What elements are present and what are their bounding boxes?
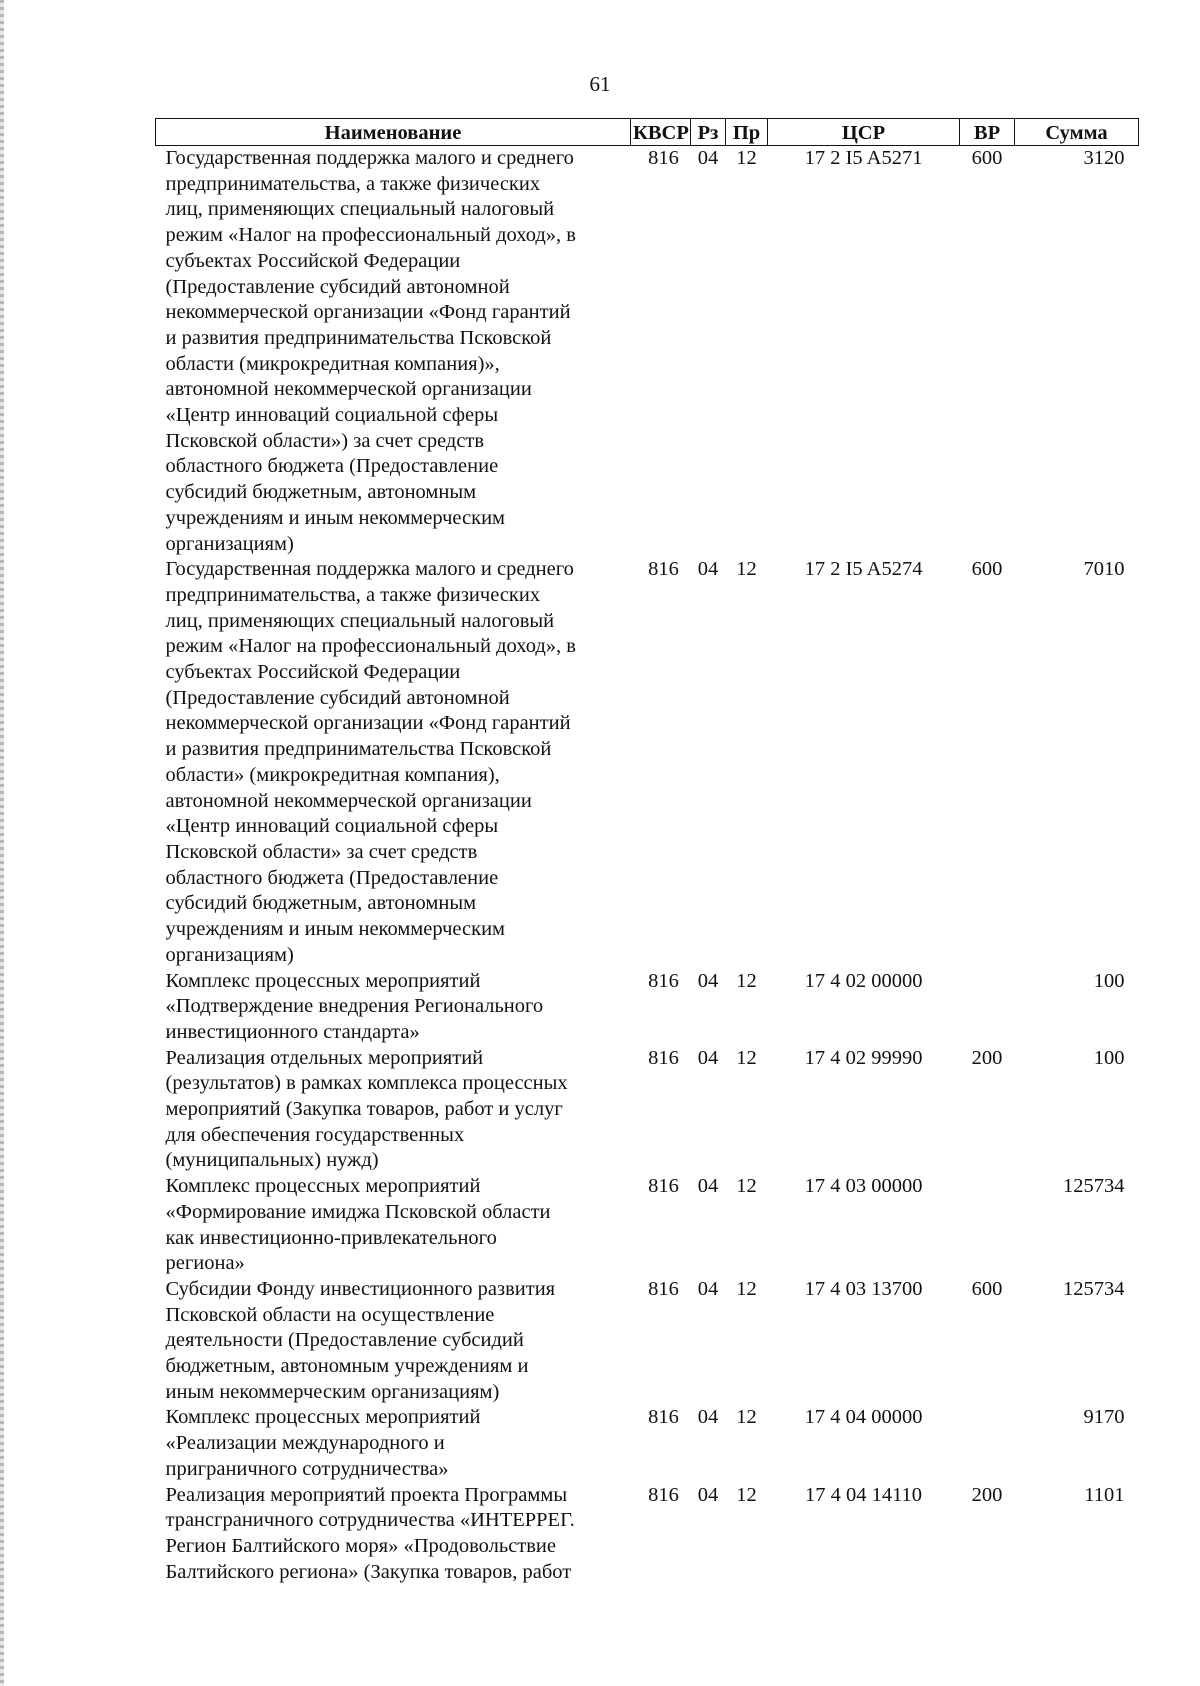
page-number: 61: [589, 72, 611, 96]
cell-pr: 12: [736, 147, 757, 169]
name-line: некоммерческой организации «Фонд гарантий: [165, 301, 571, 324]
name-line: Реализация мероприятий проекта Программы: [165, 1483, 568, 1506]
name-line: организациям): [165, 532, 294, 555]
name-line: деятельности (Предоставление субсидий: [165, 1329, 524, 1352]
cell-pr: 12: [736, 1046, 757, 1069]
cell-csr: 17 4 04 00000: [804, 1406, 923, 1429]
name-line: областного бюджета (Предоставление: [165, 866, 499, 889]
cell-sum: 100: [1093, 969, 1125, 992]
cell-name: [156, 1046, 631, 1175]
name-line: предпринимательства, а также физических: [165, 172, 541, 195]
name-line: приграничного сотрудничества»: [165, 1457, 449, 1480]
cell-pr: 12: [736, 1277, 757, 1300]
name-line: (Предоставление субсидий автономной: [165, 686, 510, 709]
name-line: режим «Налог на профессиональный доход», в: [165, 224, 576, 247]
cell-vr: 200: [971, 1046, 1003, 1069]
name-line: трансграничного сотрудничества «ИНТЕРРЕГ.: [165, 1509, 575, 1532]
cell-kvsr: 816: [648, 1483, 679, 1506]
name-line: «Формирование имиджа Псковской области: [165, 1200, 551, 1223]
header-pr: Пр: [726, 119, 768, 146]
cell-rz: 04: [697, 1483, 719, 1506]
name-line: учреждениям и иным некоммерческим: [165, 506, 506, 529]
cell-rz: 04: [697, 1175, 719, 1198]
table-row: [156, 1483, 1139, 1586]
table-row: [156, 146, 1139, 558]
cell-name: [156, 969, 631, 1046]
name-line: Комплекс процессных мероприятий: [165, 1175, 481, 1198]
name-line: Регион Балтийского моря» «Продовольствие: [165, 1534, 557, 1557]
name-line: Балтийского региона» (Закупка товаров, работ: [165, 1560, 572, 1583]
cell-sum: 1101: [1084, 1483, 1125, 1506]
cell-csr: 17 2 I5 A5274: [804, 558, 923, 581]
cell-csr: 17 4 02 99990: [804, 1046, 923, 1069]
cell-sum: 9170: [1083, 1406, 1125, 1429]
cell-kvsr: 816: [648, 558, 679, 581]
name-line: мероприятий (Закупка товаров, работ и услуг: [165, 1098, 563, 1121]
name-line: (Предоставление субсидий автономной: [165, 275, 510, 298]
name-line: бюджетным, автономным учреждениям и: [165, 1355, 529, 1378]
cell-vr: 600: [971, 147, 1003, 169]
cell-kvsr: 816: [648, 1175, 679, 1198]
name-line: и развития предпринимательства Псковской: [165, 738, 552, 761]
cell-sum: 3120: [1083, 147, 1125, 169]
name-line: иным некоммерческим организациям): [165, 1380, 500, 1403]
cell-pr: 12: [736, 1175, 757, 1198]
cell-sum: 100: [1093, 1046, 1125, 1069]
cell-kvsr: 816: [648, 969, 679, 992]
name-line: лиц, применяющих специальный налоговый: [165, 198, 555, 221]
table-header-row: [156, 119, 1139, 146]
table-row: [156, 969, 1139, 1046]
cell-vr: 200: [971, 1483, 1003, 1506]
name-line: предпринимательства, а также физических: [165, 583, 541, 606]
cell-csr: 17 2 I5 A5271: [804, 147, 923, 169]
name-line: Псковской области») за счет средств: [165, 429, 485, 452]
cell-kvsr: 816: [648, 147, 679, 169]
cell-vr: 600: [971, 558, 1003, 581]
name-line: областного бюджета (Предоставление: [165, 455, 499, 478]
table-body: [156, 146, 1139, 1586]
header-name: Наименование: [156, 119, 631, 146]
table-row: [156, 557, 1139, 968]
cell-kvsr: 816: [648, 1277, 679, 1300]
name-line: Комплекс процессных мероприятий: [165, 969, 481, 992]
name-line: региона»: [165, 1252, 245, 1275]
cell-pr: 12: [736, 558, 757, 581]
table-row: [156, 1405, 1139, 1482]
cell-csr: 17 4 04 14110: [804, 1483, 923, 1506]
cell-sum: 125734: [1063, 1277, 1125, 1300]
header-rz: Рз: [691, 119, 726, 146]
cell-csr: 17 4 03 13700: [804, 1277, 923, 1300]
name-line: инвестиционного стандарта»: [165, 1020, 420, 1043]
header-sum: Сумма: [1015, 119, 1139, 146]
table-row: [156, 1174, 1139, 1277]
cell-vr: [960, 1405, 1015, 1482]
table-row: [156, 1046, 1139, 1175]
cell-name: [156, 1405, 631, 1482]
table-row: [156, 1277, 1139, 1406]
cell-kvsr: 816: [648, 1406, 679, 1429]
name-line: «Центр инноваций социальной сферы: [165, 404, 499, 427]
cell-vr: [960, 1174, 1015, 1277]
cell-rz: 04: [697, 1277, 719, 1300]
scan-edge: [0, 0, 4, 1686]
name-line: и развития предпринимательства Псковской: [165, 326, 552, 349]
cell-rz: 04: [697, 147, 719, 169]
cell-vr: [960, 969, 1015, 1046]
name-line: Государственная поддержка малого и среднего: [165, 558, 574, 581]
cell-pr: 12: [736, 1406, 757, 1429]
name-line: области (микрокредитная компания)»,: [165, 352, 500, 375]
cell-rz: 04: [697, 969, 719, 992]
cell-rz: 04: [697, 1046, 719, 1069]
name-line: некоммерческой организации «Фонд гарантий: [165, 712, 571, 735]
name-line: Комплекс процессных мероприятий: [165, 1406, 481, 1429]
name-line: Субсидии Фонду инвестиционного развития: [165, 1277, 556, 1300]
name-line: субъектах Российской Федерации: [165, 249, 461, 272]
budget-table: [155, 118, 1139, 1585]
cell-csr: 17 4 02 00000: [804, 969, 923, 992]
header-vr: ВР: [960, 119, 1015, 146]
cell-name: [156, 557, 631, 968]
name-line: Псковской области» за счет средств: [165, 840, 478, 863]
name-line: «Подтверждение внедрения Регионального: [165, 995, 544, 1018]
name-line: организациям): [165, 943, 294, 966]
name-line: учреждениям и иным некоммерческим: [165, 918, 506, 941]
cell-name: [156, 1483, 631, 1586]
cell-sum: 125734: [1063, 1175, 1125, 1198]
cell-rz: 04: [697, 558, 719, 581]
name-line: Государственная поддержка малого и среднего: [165, 147, 574, 169]
name-line: автономной некоммерческой организации: [165, 789, 532, 812]
name-line: автономной некоммерческой организации: [165, 378, 532, 401]
name-line: Псковской области на осуществление: [165, 1303, 495, 1326]
name-line: как инвестиционно-привлекательного: [165, 1226, 497, 1249]
name-line: Реализация отдельных мероприятий: [165, 1046, 484, 1069]
name-line: области» (микрокредитная компания),: [165, 763, 500, 786]
name-line: субъектах Российской Федерации: [165, 661, 461, 684]
name-line: режим «Налог на профессиональный доход», в: [165, 635, 576, 658]
name-line: «Реализации международного и: [165, 1432, 445, 1455]
cell-sum: 7010: [1083, 558, 1125, 581]
cell-vr: 600: [971, 1277, 1003, 1300]
name-line: для обеспечения государственных: [165, 1123, 465, 1146]
header-kvsr: КВСР: [631, 119, 691, 146]
cell-csr: 17 4 03 00000: [804, 1175, 923, 1198]
cell-name: [156, 146, 631, 558]
cell-rz: 04: [697, 1406, 719, 1429]
cell-pr: 12: [736, 969, 757, 992]
cell-pr: 12: [736, 1483, 757, 1506]
cell-kvsr: 816: [648, 1046, 679, 1069]
name-line: (муниципальных) нужд): [165, 1149, 379, 1172]
cell-name: [156, 1174, 631, 1277]
name-line: (результатов) в рамках комплекса процессных: [165, 1072, 568, 1095]
name-line: субсидий бюджетным, автономным: [165, 481, 477, 504]
name-line: субсидий бюджетным, автономным: [165, 892, 477, 915]
name-line: лиц, применяющих специальный налоговый: [165, 609, 555, 632]
header-csr: ЦСР: [768, 119, 960, 146]
name-line: «Центр инноваций социальной сферы: [165, 815, 499, 838]
cell-name: [156, 1277, 631, 1406]
